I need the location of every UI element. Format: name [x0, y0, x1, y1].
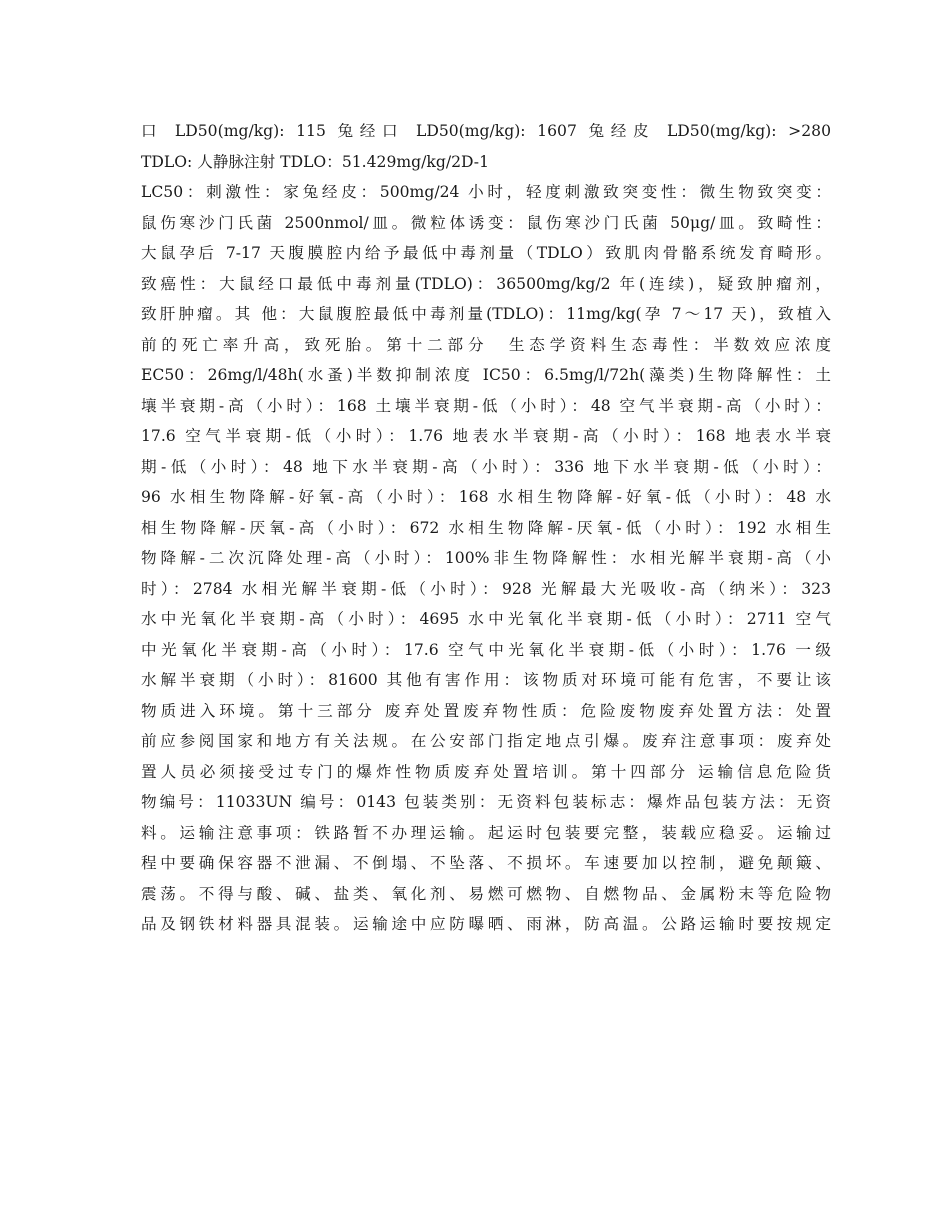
text-line: 中光氧化半衰期-高（小时）：17.6 空气中光氧化半衰期-低（小时）：1.76 一级 — [141, 640, 831, 659]
text-line: TDLO: 人静脉注射 TDLO：51.429mg/kg/2D-1 — [141, 152, 489, 171]
text-line: 17.6 空气半衰期-低（小时）：1.76 地表水半衰期-高（小时）：168 地表水半衰 — [141, 427, 831, 445]
text-line: EC50：26mg/l/48h(水蚤)半数抑制浓度 IC50：6.5mg/l/72h(藻类)生物降解性：土 — [141, 366, 831, 384]
text-line: 震荡。不得与酸、碱、盐类、氧化剂、易燃可燃物、自燃物品、金属粉末等危险物 — [141, 884, 831, 903]
text-line: 鼠伤寒沙门氏菌 2500nmol/皿。微粒体诱变：鼠伤寒沙门氏菌 50μg/皿。致畸性： — [141, 213, 831, 232]
body-text — [141, 116, 831, 940]
text-line: 物编号：11033UN 编号：0143 包装类别：无资料包装标志：爆炸品包装方法：无资 — [141, 793, 831, 811]
text-line: 前应参阅国家和地方有关法规。在公安部门指定地点引爆。废弃注意事项：废弃处 — [141, 732, 831, 750]
text-line: 致肝肿瘤。其 他：大鼠腹腔最低中毒剂量(TDLO)：11mg/kg(孕 7～17 天)，致植入 — [141, 305, 831, 323]
text-line: 口 LD50(mg/kg): 115 兔经口 LD50(mg/kg): 1607 兔经皮 LD50(mg/kg): >280 — [141, 122, 831, 140]
text-line: 品及钢铁材料器具混装。运输途中应防曝晒、雨淋，防高温。公路运输时要按规定 — [141, 915, 831, 933]
text-line: 相生物降解-厌氧-高（小时）：672 水相生物降解-厌氧-低（小时）：192 水相生 — [141, 518, 831, 537]
text-line: 水中光氧化半衰期-高（小时）：4695 水中光氧化半衰期-低（小时）：2711 空气 — [141, 610, 831, 628]
text-line: 期-低（小时）：48 地下水半衰期-高（小时）：336 地下水半衰期-低（小时）： — [141, 457, 831, 476]
text-line: 物质进入环境。第十三部分 废弃处置废弃物性质：危险废物废弃处置方法：处置 — [141, 701, 831, 720]
text-line: LC50：刺激性：家兔经皮：500mg/24 小时，轻度刺激致突变性：微生物致突变： — [141, 183, 831, 201]
text-line: 壤半衰期-高（小时）：168 土壤半衰期-低（小时）：48 空气半衰期-高（小时）： — [141, 396, 831, 415]
text-line: 程中要确保容器不泄漏、不倒塌、不坠落、不损坏。车速要加以控制，避免颠簸、 — [141, 854, 831, 872]
text-line: 时）：2784 水相光解半衰期-低（小时）：928 光解最大光吸收-高（纳米）：323 — [141, 579, 831, 598]
text-line: 置人员必须接受过专门的爆炸性物质废弃处置培训。第十四部分 运输信息危险货 — [141, 762, 831, 781]
text-line: 料。运输注意事项：铁路暂不办理运输。起运时包装要完整，装载应稳妥。运输过 — [141, 823, 831, 842]
text-line: 水解半衰期（小时）：81600 其他有害作用：该物质对环境可能有危害，不要让该 — [141, 671, 831, 689]
text-line: 致癌性：大鼠经口最低中毒剂量(TDLO)：36500mg/kg/2 年(连续)，疑致肿瘤剂， — [141, 274, 831, 293]
text-line: 大鼠孕后 7-17 天腹膜腔内给予最低中毒剂量（TDLO）致肌肉骨骼系统发育畸形。 — [141, 244, 831, 262]
text-line: 前的死亡率升高，致死胎。第十二部分 生态学资料生态毒性：半数效应浓度 — [141, 335, 831, 354]
text-line: 96 水相生物降解-好氧-高（小时）：168 水相生物降解-好氧-低（小时）：48 水 — [141, 488, 831, 506]
text-line: 物降解-二次沉降处理-高（小时）：100%非生物降解性：水相光解半衰期-高（小 — [141, 549, 831, 567]
